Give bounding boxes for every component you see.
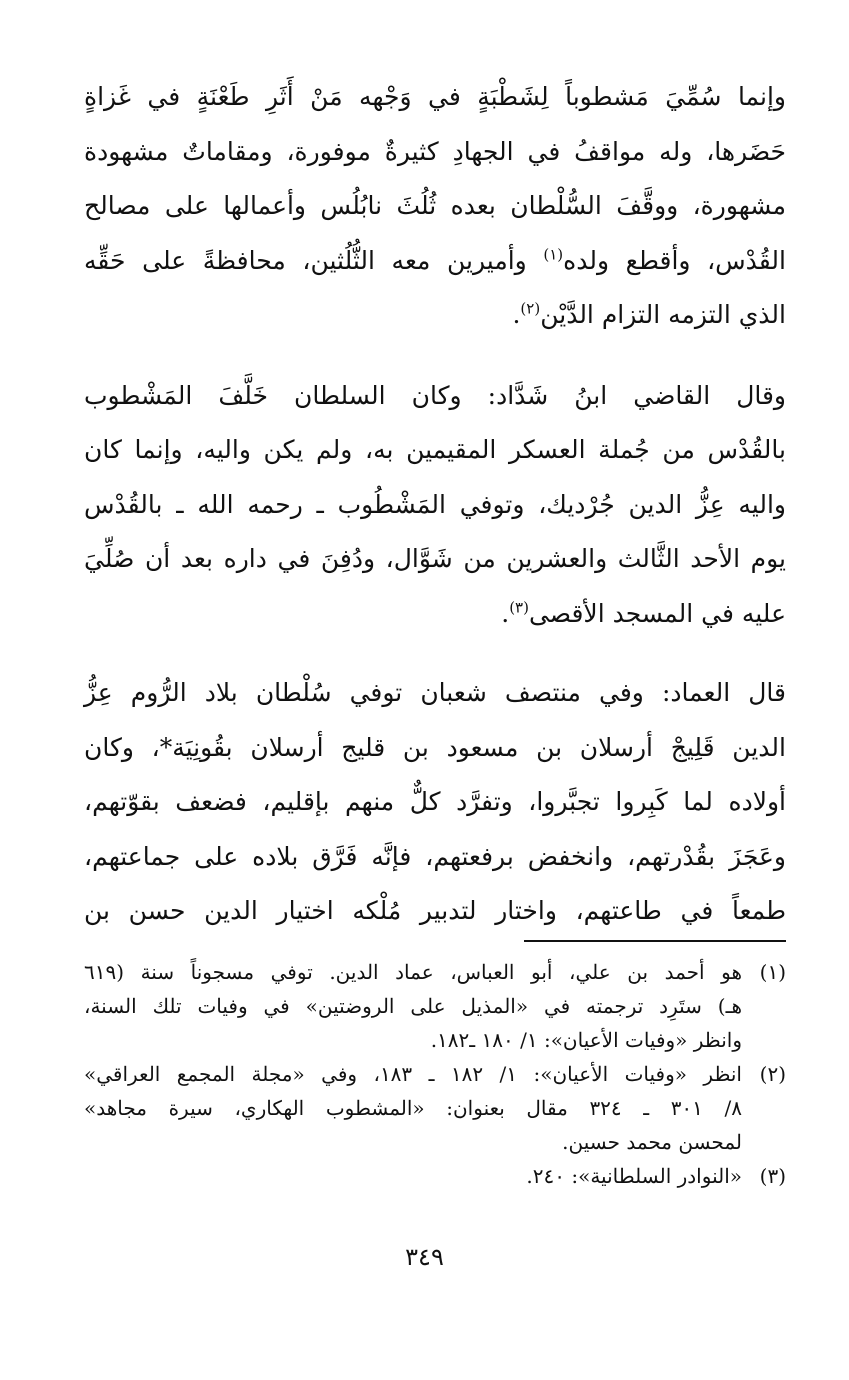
text-line: طمعاً في طاعتهم، واختار لتدبير مُلْكه اختيار الدين حسن بن: [84, 896, 786, 925]
footnote-2: [84, 1057, 786, 1159]
text-line-with-footnote-ref: [84, 288, 786, 343]
text-line: مشهورة، ووقَّفَ السُّلْطان بعده ثُلُثَ نابُلُس وأعمالها على مصالح: [84, 191, 786, 220]
footnote-line: هو أحمد بن علي، أبو العباس، عماد الدين. توفي مسجوناً سنة (٦١٩: [84, 960, 742, 984]
footnote-body: [84, 1057, 742, 1159]
text-line: وقال القاضي ابنُ شَدَّاد: وكان السلطان خَلَّفَ المَشْطوب: [84, 380, 786, 410]
text-line-with-footnote-ref: [84, 234, 786, 289]
footnote-line: لمحسن محمد حسين.: [562, 1130, 742, 1154]
text-segment: عليه في المسجد الأقصى: [528, 598, 786, 628]
text-line: وإنما سُمِّيَ مَشطوباً لِشَطْبَةٍ في وَجْهه مَنْ أَثَرِ طَعْنَةٍ في غَزاةٍ: [84, 82, 786, 111]
text-line: وعَجَزَ بقُدْرتهم، وانخفض برفعتهم، فإنَّه فَرَّق بلاده على جماعتهم،: [84, 841, 786, 871]
text-line: الدين قَلِيجْ أرسلان بن مسعود بن قليج أرسلان بقُونِيَة*، وكان: [84, 732, 786, 762]
text-segment: وأميرين معه الثُّلُثين، محافظةً على حَقِّه: [84, 245, 544, 275]
footnote-body: [84, 955, 742, 1057]
text-segment: القُدْس، وأقطع ولده: [563, 245, 786, 275]
footnotes: [84, 955, 786, 1193]
text-line: حَضَرها، وله مواقفُ في الجهادِ كثيرةٌ موفورة، ومقاماتٌ مشهودة: [84, 136, 786, 166]
footnote-line: انظر «وفيات الأعيان»: ١/ ١٨٢ ـ ١٨٣، وفي «مجلة المجمع العراقي»: [84, 1062, 742, 1086]
text-line: بالقُدْس من جُملة العسكر المقيمين به، ولم يكن واليه، وإنما كان: [84, 435, 786, 464]
footnote-number: (١): [759, 960, 786, 984]
footnote-3: [84, 1159, 786, 1193]
main-text: [84, 70, 786, 939]
paragraph-2: [84, 369, 786, 642]
paragraph-1: [84, 70, 786, 343]
footnote-1: [84, 955, 786, 1057]
text-segment: .: [501, 598, 510, 628]
footnote-line: «النوادر السلطانية»: ٢٤٠.: [526, 1164, 742, 1188]
text-line: أولاده لما كَبِروا تجبَّروا، وتفرَّد كلٌّ منهم بإقليم، فضعف بقوّتهم،: [84, 787, 786, 816]
footnote-number: (٢): [759, 1062, 786, 1086]
text-line: قال العماد: وفي منتصف شعبان توفي سُلْطان بلاد الرُّوم عِزُّ: [84, 678, 786, 707]
text-line-with-footnote-ref: [84, 587, 786, 642]
footnote-line: وانظر «وفيات الأعيان»: ١/ ١٨٠ ـ١٨٢.: [430, 1028, 742, 1052]
footnote-line: ٨/ ٣٠١ ـ ٣٢٤ مقال بعنوان: «المشطوب الهكاري، سيرة مجاهد»: [84, 1096, 742, 1120]
footnote-body: [84, 1159, 742, 1193]
footnote-ref-3: (٣): [509, 598, 529, 617]
footnote-separator: [524, 940, 786, 942]
footnote-number: (٣): [759, 1164, 786, 1188]
text-line: يوم الأحد الثَّالث والعشرين من شَوَّال، ودُفِنَ في داره بعد أن صُلِّيَ: [84, 544, 786, 573]
text-segment: الذي التزمه التزام الدَّيْن: [540, 300, 786, 329]
text-segment: .: [512, 300, 521, 329]
footnote-ref-1: (١): [543, 245, 564, 264]
footnote-ref-2: (٢): [520, 299, 541, 318]
text-line: واليه عِزُّ الدين جُرْديك، وتوفي المَشْطُوب ـ رحمه الله ـ بالقُدْس: [84, 489, 786, 519]
footnote-line: هـ) ستَرِد ترجمته في «المذيل على الروضتين» في وفيات تلك السنة،: [84, 994, 742, 1018]
page-number: ٣٤٩: [405, 1243, 444, 1271]
paragraph-3: [84, 666, 786, 939]
